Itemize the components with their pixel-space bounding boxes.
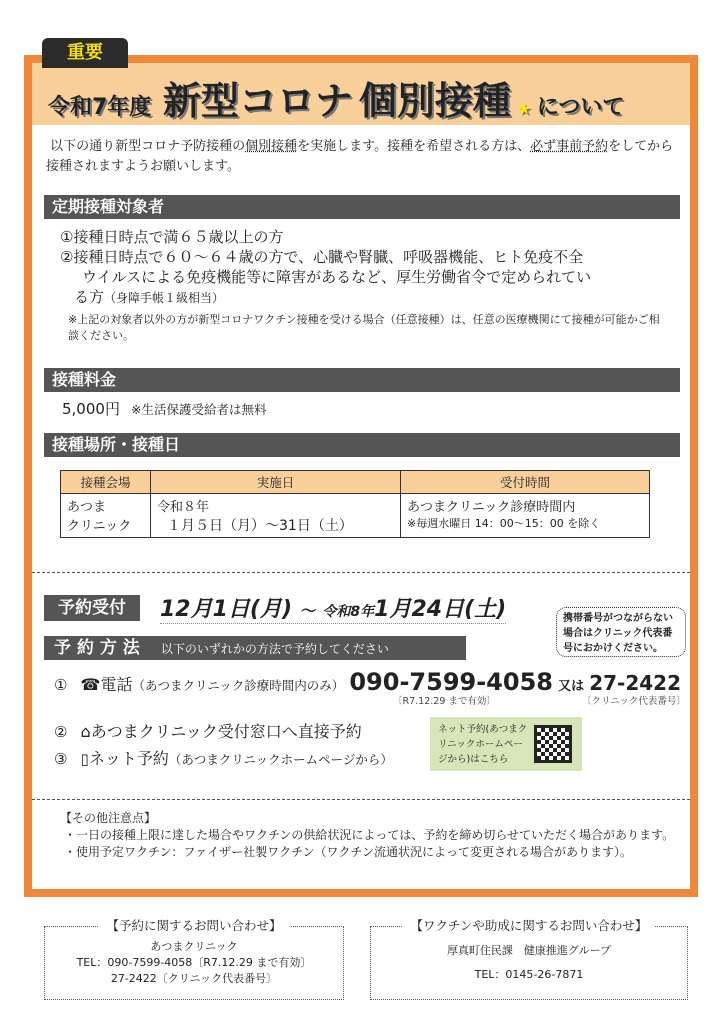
callout-bubble: 携帯番号がつながらない場合はクリニック代表番号におかけください。: [556, 607, 686, 657]
eligible-item-2a: ②接種日時点で６０～６４歳の方で、心臓や腎臓、呼吸器機能、ヒト免疫不全: [60, 248, 584, 266]
eligible-item-1: ①接種日時点で満６５歳以上の方: [60, 228, 284, 246]
col-time: 受付時間: [401, 471, 650, 494]
phone-number[interactable]: 090-7599-4058: [349, 668, 553, 696]
reservation-period: 12月1日(月) ～ 令和8年1月24日(土): [160, 592, 506, 624]
footer-reservation-contact: [44, 918, 344, 1000]
col-venue: 接種会場: [61, 471, 151, 494]
method-1: ① ☎電話（あつまクリニック診療時間内のみ） 090-7599-4058 又は 27-2422: [54, 668, 681, 696]
notes: [60, 810, 680, 861]
qr-text: ネット予約(あつまクリニックホームページから)はこちら: [438, 723, 528, 765]
time-line1: あつまクリニック診療時間内: [407, 500, 576, 515]
note-1: ・一日の接種上限に達した場合やワクチンの供給状況によっては、予約を締め切らせていただく場合があります。: [64, 828, 675, 842]
eligible-item-2b: ウイルスによる免疫機能等に障害があるなど、厚生労働省令で定められてい: [82, 268, 592, 286]
fee-price: 5,000円: [62, 400, 120, 418]
method-3: ③ ▯ネット予約（あつまクリニックホームページから）: [54, 749, 393, 768]
time-line2: ※毎週水曜日 14：00～15：00 を除く: [407, 517, 601, 530]
title-main2: 個別接種: [358, 79, 511, 123]
note-2: ・使用予定ワクチン：ファイザー社製ワクチン（ワクチン流通状況によって変更される場合があります）。: [64, 845, 632, 859]
title-year: 令和7年度: [48, 95, 152, 120]
reservation-label: 予約受付: [44, 595, 140, 621]
intro-text: 以下の通り新型コロナ予防接種の個別接種を実施します。接種を希望される方は、必ず事前予約をしてから接種されますようお願いします。: [46, 139, 674, 174]
page-title: [48, 70, 624, 125]
fee-note: ※生活保護受給者は無料: [131, 402, 267, 417]
method-2: ② ⌂あつまクリニック受付窓口へ直接予約: [54, 722, 362, 741]
table-row: [61, 494, 650, 538]
qr-code-icon[interactable]: [534, 725, 572, 763]
section-eligible-title: 定期接種対象者: [44, 195, 680, 219]
section-fee-title: 接種料金: [44, 368, 680, 392]
footer-right-name: 厚真町住民課 健康推進グループ: [446, 944, 612, 957]
schedule-table: [60, 470, 650, 538]
divider: [32, 572, 690, 573]
title-suffix: について: [536, 95, 625, 120]
star-icon: ★: [516, 99, 532, 118]
table-header-row: [61, 471, 650, 494]
house-icon: ⌂: [80, 722, 91, 741]
phone2-note: 〔クリニック代表番号〕: [582, 696, 686, 707]
footer-right-tel: TEL：0145-26-7871: [474, 968, 584, 981]
notes-title: 【その他注意点】: [60, 811, 157, 825]
footer-left-tel1: TEL：090-7599-4058〔R7.12.29 まで有効〕: [76, 956, 312, 969]
section-place-title: 接種場所・接種日: [44, 433, 680, 457]
method-bar: 予 約 方 法 以下のいずれかの方法で予約してください: [44, 636, 466, 660]
mobile-icon: ▯: [80, 750, 89, 768]
eligible-list: [60, 227, 680, 344]
divider: [32, 799, 690, 800]
phone-icon: ☎: [80, 675, 101, 694]
date-line1: 令和８年: [157, 500, 210, 515]
footer-vaccine-contact: [370, 918, 688, 1000]
qr-panel[interactable]: [430, 717, 582, 771]
footer-right-title: 【ワクチンや助成に関するお問い合わせ】: [403, 918, 656, 933]
date-line2: １月５日（月）～31日（土）: [167, 518, 353, 534]
important-badge: 重要: [42, 38, 128, 68]
venue-line1: あつま: [67, 500, 107, 515]
footer-left-tel2: 27-2422〔クリニック代表番号〕: [110, 972, 278, 985]
footer-left-title: 【予約に関するお問い合わせ】: [98, 918, 289, 933]
phone-number-2[interactable]: 27-2422: [589, 671, 681, 695]
title-main1: 新型コロナ: [162, 79, 353, 123]
eligible-note: ※上記の対象者以外の方が新型コロナワクチン接種を受ける場合（任意接種）は、任意の医療機関にて接種が可能かご相談ください。: [68, 313, 660, 342]
phone-note: 〔R7.12.29 まで有効〕: [393, 696, 496, 707]
venue-line2: クリニック: [67, 519, 132, 534]
col-date: 実施日: [151, 471, 401, 494]
eligible-item-2-note: （身障手帳１級相当）: [104, 291, 225, 305]
footer-left-name: あつまクリニック: [150, 940, 238, 953]
eligible-item-2c: る方: [74, 288, 105, 306]
